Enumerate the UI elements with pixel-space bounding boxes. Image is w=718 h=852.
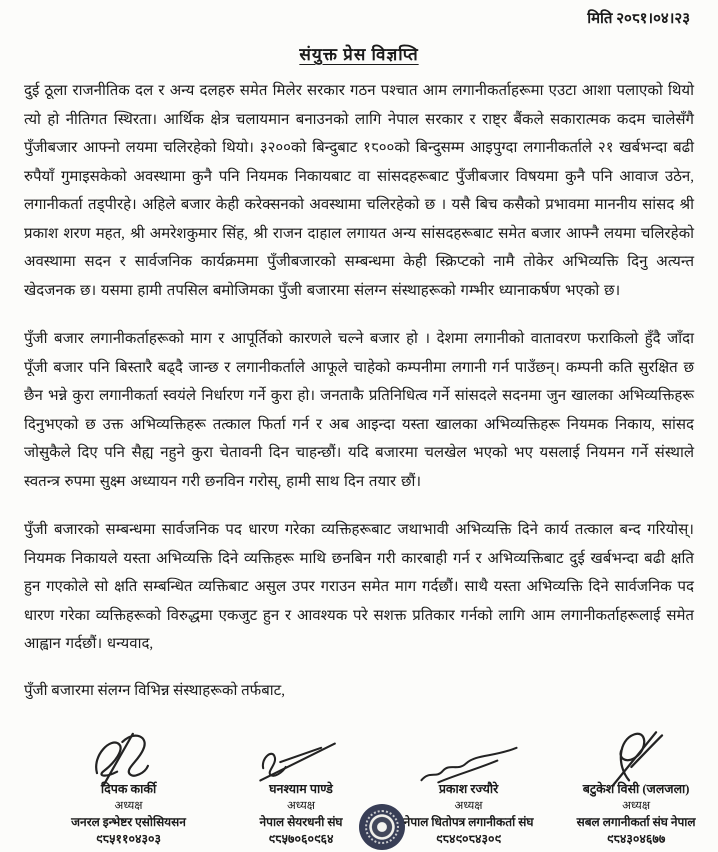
signatory-phone: ९८५११०४३०३: [96, 832, 162, 846]
document-date: मिति २०८१।०४।२३: [587, 11, 690, 27]
paragraph-2: पुँजी बजार लगानीकर्ताहरूको माग र आपूर्तिको कारणले चल्ने बजार हो । देशमा लगानीको वातावरण फराकिलो हुँदै जाँदा पूँजी बजार पनि बिस्तारै बढ्दै जान्छ र लगानीकर्ताले आफूले चाहेको कम्पनीमा लगानी गर्न पाउँछन्। कम्पनी कति सुरक्षित छ छैन भन्ने कुरा लगानीकर्ता स्वयंले निर्धारण गर्ने कुरा हो। जनताकै प्रतिनिधित्व गर्ने सांसदले सदनमा जुन खालका अभिव्यक्तिहरू दिनुभएको छ उक्त अभिव्यक्तिहरू तत्काल फिर्ता गर्न र अब आइन्दा यस्ता खालका अभिव्यक्तिहरू नियमक निकाय, सांसद जोसुकैले दिए पनि सैह्य नहुने कुरा चेतावनी दिन चाहन्छौं। यदि बजारमा चलखेल भएको भए यसलाई नियमन गर्ने संस्थाले स्वतन्त्र रुपमा सुक्ष्म अध्यायन गरी छनविन गरोस्, हामी साथ दिन तयार छौं।: [24, 331, 694, 490]
signature-handwriting-icon: [74, 729, 184, 787]
signature-handwriting-icon: [249, 735, 353, 787]
signatory-name: बटुकेश विसी (जलजला): [582, 782, 690, 796]
paragraph-3: पुँजी बजारको सम्बन्धमा सार्वजनिक पद धारण गरेका व्यक्तिहरूबाट जथाभावी अभिव्यक्ति दिने कार्य तत्काल बन्द गरियोस्। नियमक निकायले यस्ता अभिव्यक्ति दिने व्यक्तिहरू माथि छनबिन गरी कारबाही गर्न र अभिव्यक्तिबाट दुई खर्बभन्दा बढी क्षति हुन गएकोले सो क्षति सम्बन्धित व्यक्तिबाट असुल उपर गराउन समेत माग गर्दछौं। साथै यस्ता अभिव्यक्ति दिने सार्वजनिक पद धारण गरेका व्यक्तिहरूको विरुद्धमा एकजुट हुन र आवश्यक परे सशक्त प्रतिकार गर्नको लागि आम लगानीकर्ताहरूलाई समेत आह्वान गर्दछौं। धन्यवाद,: [24, 522, 694, 652]
signatory-title: अध्यक्ष: [286, 800, 316, 812]
signatory-block-4: [562, 727, 710, 848]
signature-handwriting-icon: [588, 727, 684, 787]
paragraph-1: दुई ठूला राजनीतिक दल र अन्य दलहरु समेत मिलेर सरकार गठन पश्चात आम लगानीकर्ताहरूमा एउटा आशा पलाएको थियो त्यो हो नीतिगत स्थिरता। आर्थिक क्षेत्र चलायमान बनाउनको लागि नेपाल सरकार र राष्ट्र बैंकले सकारात्मक कदम चालेसँगै पुँजीबजार आफ्नो लयमा चलिरहेको थियो। ३२००को बिन्दुबाट १८००को बिन्दुसम्म आइपुग्दा लगानीकर्ताले २१ खर्बभन्दा बढी रुपैयाँ गुमाइसकेको अवस्थामा कुनै पनि नियमक निकायबाट वा सांसदहरूबाट पुँजीबजार विषयमा कुनै पनि आवाज उठेन, लगानीकर्ता तड्पीरहे। अहिले बजार केही करेक्सनको अवस्थामा चलिरहेको छ । यसै बिच कसैको प्रभावमा माननीय सांसद श्री प्रकाश शरण महत, श्री अमरेशकुमार सिंह, श्री राजन दाहाल लगायत अन्य सांसदहरूबाट समेत बजार आफ्नै लयमा चलिरहेको अवस्थामा सदन र सार्वजनिक कार्यक्रममा पुँजीबजारको सम्बन्धमा केही स्क्रिप्टको नामै तोकेर अभिव्यक्ति दिनु अत्यन्त खेदजनक छ। यसमा हामी तपसिल बमोजिमका पुँजी बजारमा संलग्न संस्थाहरूको गम्भीर ध्यानाकर्षण भएको छ।: [24, 83, 694, 299]
closing-line: पुँजी बजारमा संलग्न विभिन्न संस्थाहरूको तर्फबाट,: [24, 682, 285, 699]
signatory-organization: नेपाल धितोपत्र लगानीकर्ता संघ: [403, 815, 534, 829]
signatory-phone: ९८४९०८४३०९: [436, 832, 502, 846]
signatory-title: अध्यक्ष: [622, 800, 651, 812]
signatory-phone: ९८४३०४६७७: [606, 832, 666, 846]
signatory-name: प्रकाश रज्यौरे: [438, 782, 499, 796]
signatory-block-2: [227, 735, 375, 848]
signatory-block-1: [30, 729, 227, 848]
signature-section: [30, 727, 710, 848]
signatory-title: अध्यक्ष: [114, 800, 143, 812]
title-row: [24, 42, 694, 65]
signatory-block-3: [375, 741, 562, 848]
signatory-organization: सबल लगानीकर्ता संघ नेपाल: [576, 815, 696, 829]
signatory-phone: ९८५७०६०९६४: [268, 832, 334, 846]
signatory-organization: जनरल इन्भेष्टर एसोसियसन: [71, 815, 186, 829]
signatory-name: दिपक कार्की: [100, 782, 157, 796]
signatory-organization: नेपाल सेयरधनी संघ: [259, 815, 343, 829]
signatory-name: घनश्याम पाण्डे: [269, 782, 333, 796]
signatory-title: अध्यक्ष: [454, 800, 483, 812]
document-title: संयुक्त प्रेस विज्ञप्ति: [299, 45, 419, 64]
